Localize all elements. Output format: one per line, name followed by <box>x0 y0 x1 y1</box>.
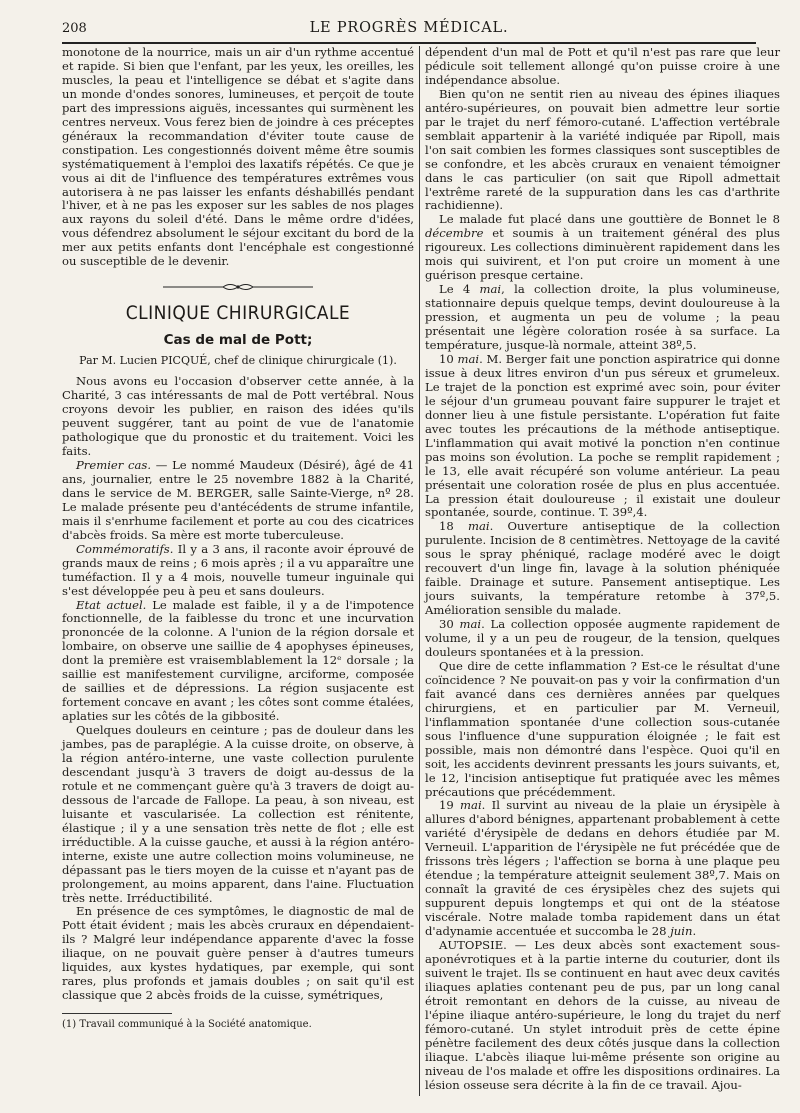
paragraph: Le 4 mai, la collection droite, la plus volumineuse, stationnaire depuis quelque temps, devint douloureuse à la pression, et augmenta un peu de volume ; la peau présentait une légère coloration rosée à sa surface. La température, jusque-là normale, atteint 38º,5. <box>425 282 780 353</box>
paragraph: 19 mai. Il survint au niveau de la plaie un érysipèle à allures d'abord bénignes, appartenant probablement à cette variété d'érysipèle de dedans en dehors étudiée par M. Verneuil. L'apparition de l'érysipèle ne fut précédée que de frissons très légers ; l'affection se borna à une plaque peu étendue ; la température atteignit seulement 38º,7. Mais on connaît la gravité de ces érysipèles chez des sujets qui suppurent depuis longtemps et qui ont de la stéatose viscérale. Notre malade tomba rapidement dans un état d'adynamie accentuée et succomba le 28 juin. <box>425 798 780 939</box>
footnote-rule <box>62 1013 172 1014</box>
paragraph: 10 mai. M. Berger fait une ponction aspiratrice qui donne issue à deux litres environ d'un pus séreux et grumeleux. Le trajet de la ponction est exprimé avec soin, pour éviter le séjour d'un grumeau pouvant faire suppurer le trajet et donner lieu à une fistule persistante. L'opération fut faite avec toutes les précautions de la méthode antiseptique. L'inflammation qui avait motivé la ponction n'en continue pas moins son évolution. La poche se remplit rapidement ; le 13, elle avait récupéré son volume antérieur. La peau présentait une coloration rosée de plus en plus accentuée. La pression était douloureuse ; il existait une douleur spontanée, sourde, continue. T. 39º,4. <box>425 351 780 520</box>
paragraph: Nous avons eu l'occasion d'observer cette année, à la Charité, 3 cas intéressants de mal de Pott vertébral. Nous croyons devoir les publier, en raison des idées qu'ils peuvent suggérer, tant au point de vue de l'anatomie pathologique que du pronostic et du traitement. Voici les faits. <box>62 374 414 459</box>
section-title: CLINIQUE CHIRURGICALE <box>125 302 351 325</box>
paragraph: Quelques douleurs en ceinture ; pas de douleur dans les jambes, pas de paraplégie. A la cuisse droite, on observe, à la région antéro-interne, une vaste collection purulente descendant jusqu'à 3 travers de doigt au-dessus de la rotule et ne commençant guère qu'à 3 travers de doigt au-dessous de l'arcade de Fallope. La peau, à son niveau, est luisante et vascularisée. La collection est rénitente, élastique ; il y a une sensation très nette de flot ; elle est irréductible. A la cuisse gauche, et aussi à la région antéro-interne, existe une autre collection moins volumineuse, ne dépassant pas le tiers moyen de la cuisse et n'ayant pas de prolongement, au moins apparent, dans l'aine. Fluctuation très nette. Irréductibilité. <box>62 723 414 905</box>
left-column <box>62 46 414 1031</box>
paragraph: En présence de ces symptômes, le diagnostic de mal de Pott était évident ; mais les abcès cruraux en dépendaient-ils ? Malgré leur indépendance apparente d'avec la fosse iliaque, on ne pouvait guère penser à d'autres tumeurs liquides, aux kystes hydatiques, par exemple, qui sont rares, plus profonds et jamais doubles ; on sait qu'il est classique que 2 abcès froids de la cuisse, symétriques, <box>62 904 414 1003</box>
paragraph: Etat actuel. Le malade est faible, il y a de l'impotence fonctionnelle, de la faiblesse du tronc et une incurvation prononcée de la colonne. A l'union de la région dorsale et lombaire, on observe une saillie de 4 apophyses épineuses, dont la première est vraisemblablement la 12ᵉ dorsale ; la saillie est manifestement curviligne, arciforme, composée de saillies et de dépressions. La région susjacente est fortement concave en avant ; les côtes sont comme étalées, aplaties sur les côtés de la gibbosité. <box>62 597 414 724</box>
column-divider <box>419 46 420 1096</box>
paragraph: 30 mai. La collection opposée augmente rapidement de volume, il y a un peu de rougeur, de la tension, quelques douleurs spontanées et à la pression. <box>425 617 780 659</box>
paragraph: Premier cas. — Le nommé Maudeux (Désiré), âgé de 41 ans, journalier, entre le 25 novembre 1882 à la Charité, dans le service de M. BERGER, salle Sainte-Vierge, nº 28. Le malade présente peu d'antécédents de strume infantile, mais il s'enrhume facilement et porte au cou des cicatrices d'abcès froids. Sa mère est morte tuberculeuse. <box>62 457 414 542</box>
page-number: 208 <box>62 20 87 36</box>
paragraph: Que dire de cette inflammation ? Est-ce le résultat d'une coïncidence ? Ne pouvait-on pas y voir la confirmation d'un fait avancé dans ces dernières années par quelques chirurgiens, et en particulier par M. Verneuil, l'inflammation spontanée d'une collection sous-cutanée sous l'influence d'une suppuration éloignée ; le fait est possible, mais non démontré dans l'espèce. Quoi qu'il en soit, les accidents devinrent pressants les jours suivants, et, le 12, l'incision antiseptique fut pratiquée avec les mêmes précautions que précédemment. <box>425 658 780 799</box>
paragraph: Commémoratifs. Il y a 3 ans, il raconte avoir éprouvé de grands maux de reins ; 6 mois après ; il a vu apparaître une tuméfaction. Il y a 4 mois, nouvelle tumeur inguinale qui s'est développée peu à peu et sans douleurs. <box>62 541 414 598</box>
paragraph: Le malade fut placé dans une gouttière de Bonnet le 8 décembre et soumis à un traitement général des plus rigoureux. Les collections diminuèrent rapidement dans les mois qui suivirent, et l'on put croire un moment à une guérison presque certaine. <box>425 212 780 283</box>
page-body <box>62 45 780 1113</box>
paragraph: AUTOPSIE. — Les deux abcès sont exactement sous-aponévrotiques et à la partie interne du couturier, dont ils suivent le trajet. Ils se continuent en haut avec deux cavités iliaques aplaties contenant peu de pus, par un long canal étroit remontant en dehors de la cuisse, au niveau de l'épine iliaque antéro-supérieure, le long du trajet du nerf fémoro-cutané. Un stylet introduit près de cette épine pénètre facilement des deux côtés jusque dans la collection iliaque. L'abcès iliaque lui-même présente son origine au niveau de l'os malade et offre les dispositions ordinaires. La lésion osseuse sera décrite à la fin de ce travail. Ajou- <box>425 938 780 1092</box>
footnote: (1) Travail communiqué à la Société anatomique. <box>62 1019 312 1031</box>
paragraph-lead: Premier cas. <box>76 457 152 472</box>
paragraph: Bien qu'on ne sentit rien au niveau des épines iliaques antéro-supérieures, on pouvait bien admettre leur sortie par le trajet du nerf fémoro-cutané. L'affection vertébrale semblait appartenir à la variété indiquée par Ripoll, mais l'on sait combien les formes classiques sont susceptibles de se confondre, et les abcès cruraux en venaient témoigner dans le cas particulier (on sait que Ripoll admettait l'extrême rareté de la suppuration dans les cas d'arthrite rachidienne). <box>425 86 780 213</box>
page-header <box>62 14 756 44</box>
right-column <box>425 46 780 1092</box>
paragraph-lead: AUTOPSIE. <box>439 938 507 952</box>
journal-title: LE PROGRÈS MÉDICAL. <box>309 20 509 36</box>
ornament-icon <box>163 282 313 292</box>
paragraph: monotone de la nourrice, mais un air d'un rythme accentué et rapide. Si bien que l'enfant, par les yeux, les oreilles, les muscles, la peau et l'intelligence se débat et s'agite dans un monde d'ondes sonores, lumineuses, et perçoit de toute part des impressions aiguës, incessantes qui surmènent les centres nerveux. Vous ferez bien de joindre à ces préceptes généraux la recommandation d'éviter toute cause de constipation. Les congestionnés doivent même être soumis systématiquement à l'emploi des laxatifs répétés. Ce que je vous ai dit de l'influence des températures extrêmes vous autorisera à ne pas laisser les enfants déshabillés pendant l'hiver, et à ne pas les exposer sur les sables de nos plages aux rayons du soleil d'été. Dans le même ordre d'idées, vous défendrez absolument le séjour excitant du bord de la mer aux petits enfants dont l'encéphale est congestionné ou susceptible de le devenir. <box>62 45 414 269</box>
paragraph: dépendent d'un mal de Pott et qu'il n'est pas rare que leur pédicule soit tellement allongé qu'on puisse croire à une indépendance absolue. <box>425 45 780 87</box>
paragraph: 18 mai. Ouverture antiseptique de la collection purulente. Incision de 8 centimètres. Nettoyage de la cavité sous le spray phéniqué, raclage modéré avec le doigt recouvert d'un linge fin, lavage à la solution phéniquée faible. Drainage et suture. Pansement antiseptique. Les jours suivants, la température retombe à 37º,5. Amélioration sensible du malade. <box>425 519 780 618</box>
paragraph-lead: Commémoratifs. <box>76 541 174 556</box>
byline: Par M. Lucien PICQUÉ, chef de clinique chirurgicale (1). <box>79 354 397 368</box>
article-title: Cas de mal de Pott; <box>163 332 313 349</box>
paragraph-lead: Etat actuel. <box>76 597 147 612</box>
ornament-divider <box>62 277 414 296</box>
